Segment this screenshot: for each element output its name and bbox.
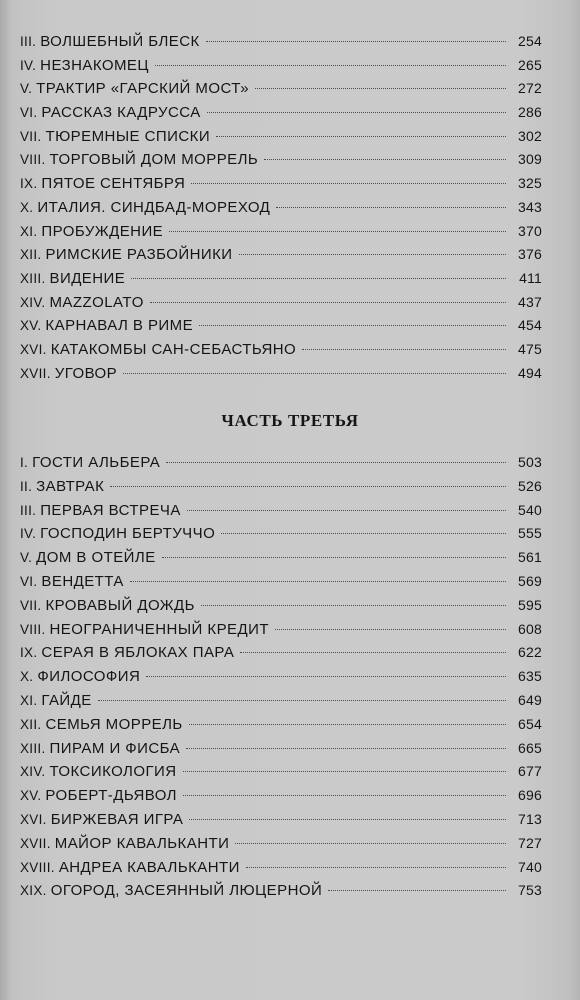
dot-leader <box>275 629 506 630</box>
toc-entry <box>20 546 542 570</box>
toc-entry <box>20 522 542 546</box>
toc-entry <box>20 77 542 101</box>
toc-entry <box>20 196 542 220</box>
dot-leader <box>216 136 506 137</box>
chapter-number: IX. <box>20 176 38 192</box>
page-number: 254 <box>518 33 542 49</box>
page-number: 411 <box>519 269 542 286</box>
page-number: 622 <box>518 644 542 661</box>
toc-entry <box>20 338 542 362</box>
chapter-title: РОБЕРТ-ДЬЯВОЛ <box>45 787 177 805</box>
chapter-title: ТОКСИКОЛОГИЯ <box>49 763 177 781</box>
dot-leader <box>110 486 506 487</box>
dot-leader <box>131 278 506 279</box>
chapter-title: СЕРАЯ В ЯБЛОКАХ ПАРА <box>41 644 235 662</box>
chapter-title: КАТАКОМБЫ САН-СЕБАСТЬЯНО <box>50 340 297 358</box>
dot-leader <box>221 533 506 534</box>
dot-leader <box>239 254 506 255</box>
toc-entry <box>20 220 542 244</box>
dot-leader <box>206 41 506 42</box>
dot-leader <box>235 843 506 844</box>
chapter-number: X. <box>20 669 34 685</box>
page-number: 526 <box>518 477 542 494</box>
chapter-number: III. <box>20 34 37 49</box>
toc-entry <box>20 641 542 665</box>
chapter-title: ТРАКТИР «ГАРСКИЙ МОСТ» <box>36 80 249 98</box>
page-number: 376 <box>518 246 542 263</box>
page-number: 569 <box>518 572 542 589</box>
chapter-number: XI. <box>20 223 38 239</box>
chapter-title: НЕЗНАКОМЕЦ <box>40 56 149 74</box>
dot-leader <box>255 88 506 89</box>
chapter-title: НЕОГРАНИЧЕННЫЙ КРЕДИТ <box>49 620 269 638</box>
toc-entry <box>20 314 542 338</box>
page-number: 740 <box>518 858 542 875</box>
toc-entry <box>20 362 542 386</box>
toc-entry <box>20 856 542 880</box>
dot-leader <box>130 581 506 582</box>
chapter-number: XVII. <box>20 835 51 851</box>
chapter-title: ИТАЛИЯ. СИНДБАД-МОРЕХОД <box>37 198 271 216</box>
toc-entry <box>20 713 542 737</box>
chapter-title: ВЕНДЕТТА <box>41 572 124 590</box>
chapter-title: ВОЛШЕБНЫЙ БЛЕСК <box>40 33 200 50</box>
page-number: 696 <box>518 787 542 804</box>
dot-leader <box>183 771 506 772</box>
toc-list-part-three <box>20 451 542 903</box>
toc-entry <box>20 879 542 903</box>
dot-leader <box>199 325 506 326</box>
chapter-number: IX. <box>20 645 38 661</box>
chapter-title: MAZZOLATO <box>49 293 144 311</box>
chapter-title: КАРНАВАЛ В РИМЕ <box>45 317 194 335</box>
page-number: 503 <box>518 454 542 470</box>
chapter-title: ГАЙДЕ <box>41 691 92 709</box>
chapter-number: VI. <box>20 573 38 589</box>
toc-entry <box>20 618 542 642</box>
chapter-number: XIII. <box>20 740 46 756</box>
dot-leader <box>187 510 506 511</box>
toc-entry <box>20 243 542 267</box>
chapter-number: IV. <box>20 57 37 73</box>
page-number: 309 <box>518 151 542 168</box>
chapter-title: ФИЛОСОФИЯ <box>37 668 141 686</box>
dot-leader <box>155 65 506 66</box>
dot-leader <box>207 112 506 113</box>
chapter-number: XV. <box>20 318 42 334</box>
chapter-number: XIV. <box>20 294 46 310</box>
page-number: 286 <box>518 104 542 121</box>
toc-entry <box>20 760 542 784</box>
page-number: 654 <box>518 715 542 732</box>
chapter-title: УГОВОР <box>54 364 118 382</box>
page-number: 437 <box>518 293 542 310</box>
chapter-number: II. <box>20 478 33 494</box>
toc-entry <box>20 267 542 291</box>
chapter-title: ЗАВТРАК <box>36 477 105 495</box>
dot-leader <box>201 605 506 606</box>
chapter-number: VIII. <box>20 621 46 637</box>
page-number: 635 <box>518 668 542 685</box>
page-number: 272 <box>518 80 542 97</box>
toc-entry <box>20 499 542 523</box>
page-number: 555 <box>518 525 542 542</box>
chapter-title: АНДРЕА КАВАЛЬКАНТИ <box>58 858 240 876</box>
chapter-title: ОГОРОД, ЗАСЕЯННЫЙ ЛЮЦЕРНОЙ <box>50 882 323 900</box>
toc-entry <box>20 665 542 689</box>
toc-entry <box>20 125 542 149</box>
toc-entry <box>20 594 542 618</box>
toc-entry <box>20 570 542 594</box>
toc-entry <box>20 101 542 125</box>
dot-leader <box>98 700 506 701</box>
chapter-title: КРОВАВЫЙ ДОЖДЬ <box>45 596 195 614</box>
dot-leader <box>240 652 506 653</box>
dot-leader <box>264 159 506 160</box>
dot-leader <box>166 462 506 463</box>
chapter-title: ТОРГОВЫЙ ДОМ МОРРЕЛЬ <box>49 151 259 169</box>
chapter-number: V. <box>20 81 33 97</box>
toc-entry <box>20 54 542 78</box>
chapter-number: XIII. <box>20 270 46 286</box>
chapter-number: XII. <box>20 716 42 732</box>
toc-entry <box>20 451 542 475</box>
dot-leader <box>302 349 506 350</box>
page-number: 343 <box>518 198 542 215</box>
dot-leader <box>123 373 506 374</box>
chapter-number: I. <box>20 455 29 470</box>
dot-leader <box>150 302 506 303</box>
chapter-title: ГОСТИ АЛЬБЕРА <box>32 454 161 471</box>
chapter-number: XVI. <box>20 341 47 357</box>
page-number: 494 <box>518 364 542 381</box>
toc-entry <box>20 832 542 856</box>
chapter-title: МАЙОР КАВАЛЬКАНТИ <box>54 834 230 852</box>
chapter-title: ПЯТОЕ СЕНТЯБРЯ <box>41 175 186 193</box>
part-heading: ЧАСТЬ ТРЕТЬЯ <box>221 411 359 430</box>
chapter-title: ГОСПОДИН БЕРТУЧЧО <box>40 525 216 543</box>
dot-leader <box>183 795 506 796</box>
dot-leader <box>189 819 506 820</box>
page-number: 561 <box>518 549 542 566</box>
dot-leader <box>146 676 506 677</box>
chapter-number: VII. <box>20 597 42 613</box>
toc-entry <box>20 291 542 315</box>
page-number: 727 <box>518 834 542 851</box>
page-number: 677 <box>518 763 542 780</box>
chapter-title: ВИДЕНИЕ <box>49 269 126 287</box>
dot-leader <box>189 724 506 725</box>
toc-entry <box>20 30 542 54</box>
chapter-number: XII. <box>20 247 42 263</box>
chapter-number: XVI. <box>20 811 47 827</box>
toc-list-previous-part <box>20 30 542 385</box>
dot-leader <box>191 183 506 184</box>
page-number: 595 <box>518 596 542 613</box>
chapter-number: X. <box>20 199 34 215</box>
dot-leader <box>162 557 506 558</box>
chapter-title: СЕМЬЯ МОРРЕЛЬ <box>45 715 183 733</box>
chapter-title: ПЕРВАЯ ВСТРЕЧА <box>40 501 181 519</box>
dot-leader <box>246 867 506 868</box>
page-number: 302 <box>518 127 542 144</box>
page-number: 475 <box>518 340 542 357</box>
toc-entry <box>20 148 542 172</box>
chapter-title: ПРОБУЖДЕНИЕ <box>41 222 164 240</box>
chapter-number: IV. <box>20 526 37 542</box>
page-number: 753 <box>518 882 542 899</box>
toc-entry <box>20 737 542 761</box>
toc-entry <box>20 784 542 808</box>
toc-entry <box>20 475 542 499</box>
page-number: 454 <box>518 317 542 334</box>
chapter-number: XIX. <box>20 883 47 899</box>
chapter-number: VII. <box>20 128 42 144</box>
page-number: 665 <box>518 739 542 756</box>
chapter-number: XIV. <box>20 764 46 780</box>
chapter-number: XVII. <box>20 365 51 381</box>
chapter-title: РИМСКИЕ РАЗБОЙНИКИ <box>45 246 233 264</box>
chapter-title: РАССКАЗ КАДРУССА <box>41 104 201 122</box>
chapter-title: ДОМ В ОТЕЙЛЕ <box>36 549 156 567</box>
toc-entry <box>20 808 542 832</box>
dot-leader <box>328 890 506 891</box>
chapter-number: V. <box>20 550 33 566</box>
page-number: 649 <box>518 691 542 708</box>
page-number: 540 <box>518 501 542 518</box>
chapter-title: ПИРАМ И ФИСБА <box>49 739 181 757</box>
chapter-number: VI. <box>20 105 38 121</box>
chapter-title: ТЮРЕМНЫЕ СПИСКИ <box>45 127 211 145</box>
chapter-title: БИРЖЕВАЯ ИГРА <box>50 810 184 828</box>
page-number: 265 <box>518 56 542 73</box>
toc-entry <box>20 689 542 713</box>
toc-entry <box>20 172 542 196</box>
dot-leader <box>186 748 506 749</box>
page-number: 325 <box>518 175 542 192</box>
chapter-number: XI. <box>20 692 38 708</box>
chapter-number: XVIII. <box>20 859 55 875</box>
chapter-number: VIII. <box>20 152 46 168</box>
dot-leader <box>276 207 506 208</box>
chapter-number: XV. <box>20 788 42 804</box>
page-number: 608 <box>518 620 542 637</box>
dot-leader <box>169 231 506 232</box>
page-number: 713 <box>518 810 542 827</box>
page-number: 370 <box>518 222 542 239</box>
chapter-number: III. <box>20 502 37 518</box>
